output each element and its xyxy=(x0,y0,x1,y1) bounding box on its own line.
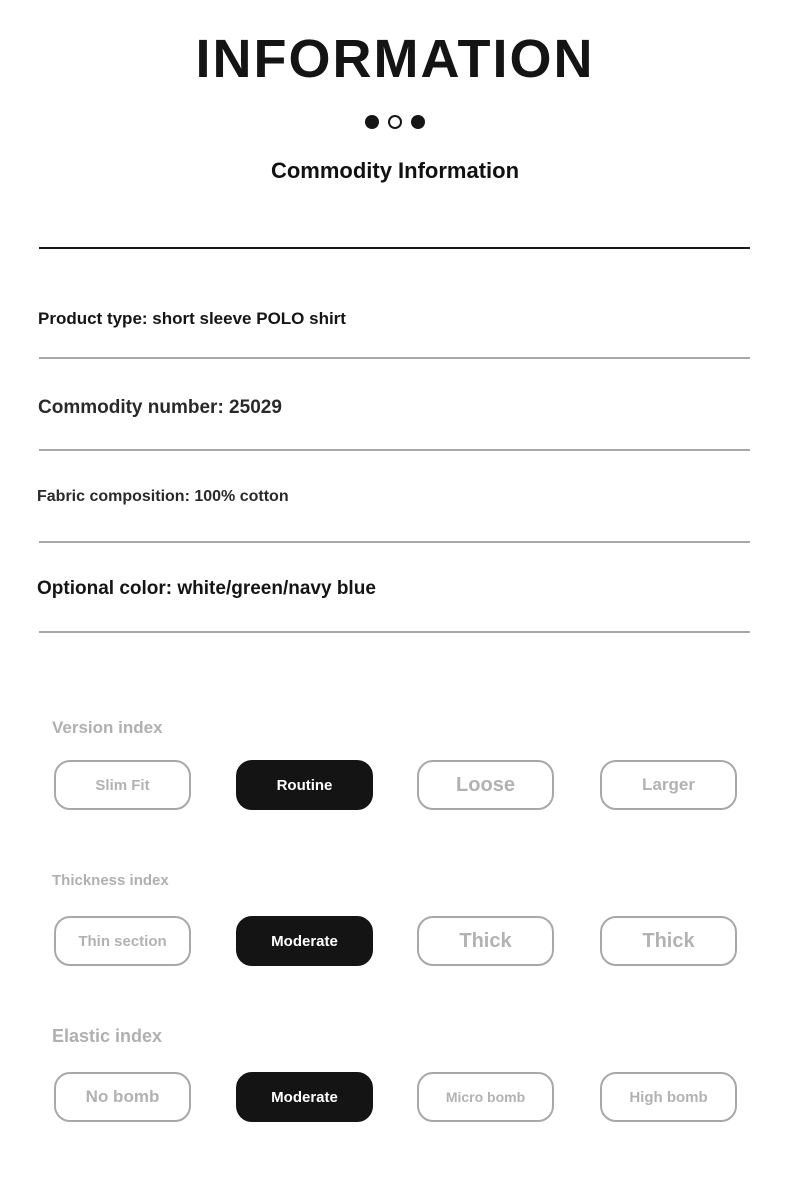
section-subtitle: Commodity Information xyxy=(270,158,520,183)
thickness-option-thick: Thick xyxy=(417,916,554,966)
dot-open-icon xyxy=(388,115,402,129)
elastic-option-micro-bomb: Micro bomb xyxy=(417,1072,554,1122)
thickness-option-moderate: Moderate xyxy=(236,916,373,966)
elastic-option-moderate: Moderate xyxy=(236,1072,373,1122)
version-option-routine: Routine xyxy=(236,760,373,810)
version-option-larger: Larger xyxy=(600,760,737,810)
optional-color-text: Optional color: white/green/navy blue xyxy=(37,578,376,599)
product-type-text: Product type: short sleeve POLO shirt xyxy=(38,309,346,328)
elastic-option-high-bomb: High bomb xyxy=(600,1072,737,1122)
row-divider xyxy=(39,357,750,359)
version-index-label: Version index xyxy=(52,718,163,737)
main-divider xyxy=(39,247,750,249)
thickness-option-thick-2: Thick xyxy=(600,916,737,966)
thickness-index-label: Thickness index xyxy=(52,872,169,889)
pagination-dots xyxy=(0,115,790,129)
row-divider xyxy=(39,449,750,451)
fabric-composition-text: Fabric composition: 100% cotton xyxy=(37,488,289,505)
row-divider xyxy=(39,541,750,543)
elastic-option-no-bomb: No bomb xyxy=(54,1072,191,1122)
thickness-option-thin-section: Thin section xyxy=(54,916,191,966)
version-option-loose: Loose xyxy=(417,760,554,810)
row-divider xyxy=(39,631,750,633)
page-title: INFORMATION xyxy=(195,29,595,89)
dot-filled-icon xyxy=(411,115,425,129)
dot-filled-icon xyxy=(365,115,379,129)
commodity-number-text: Commodity number: 25029 xyxy=(38,397,282,418)
version-option-slim-fit: Slim Fit xyxy=(54,760,191,810)
elastic-index-label: Elastic index xyxy=(52,1026,163,1046)
